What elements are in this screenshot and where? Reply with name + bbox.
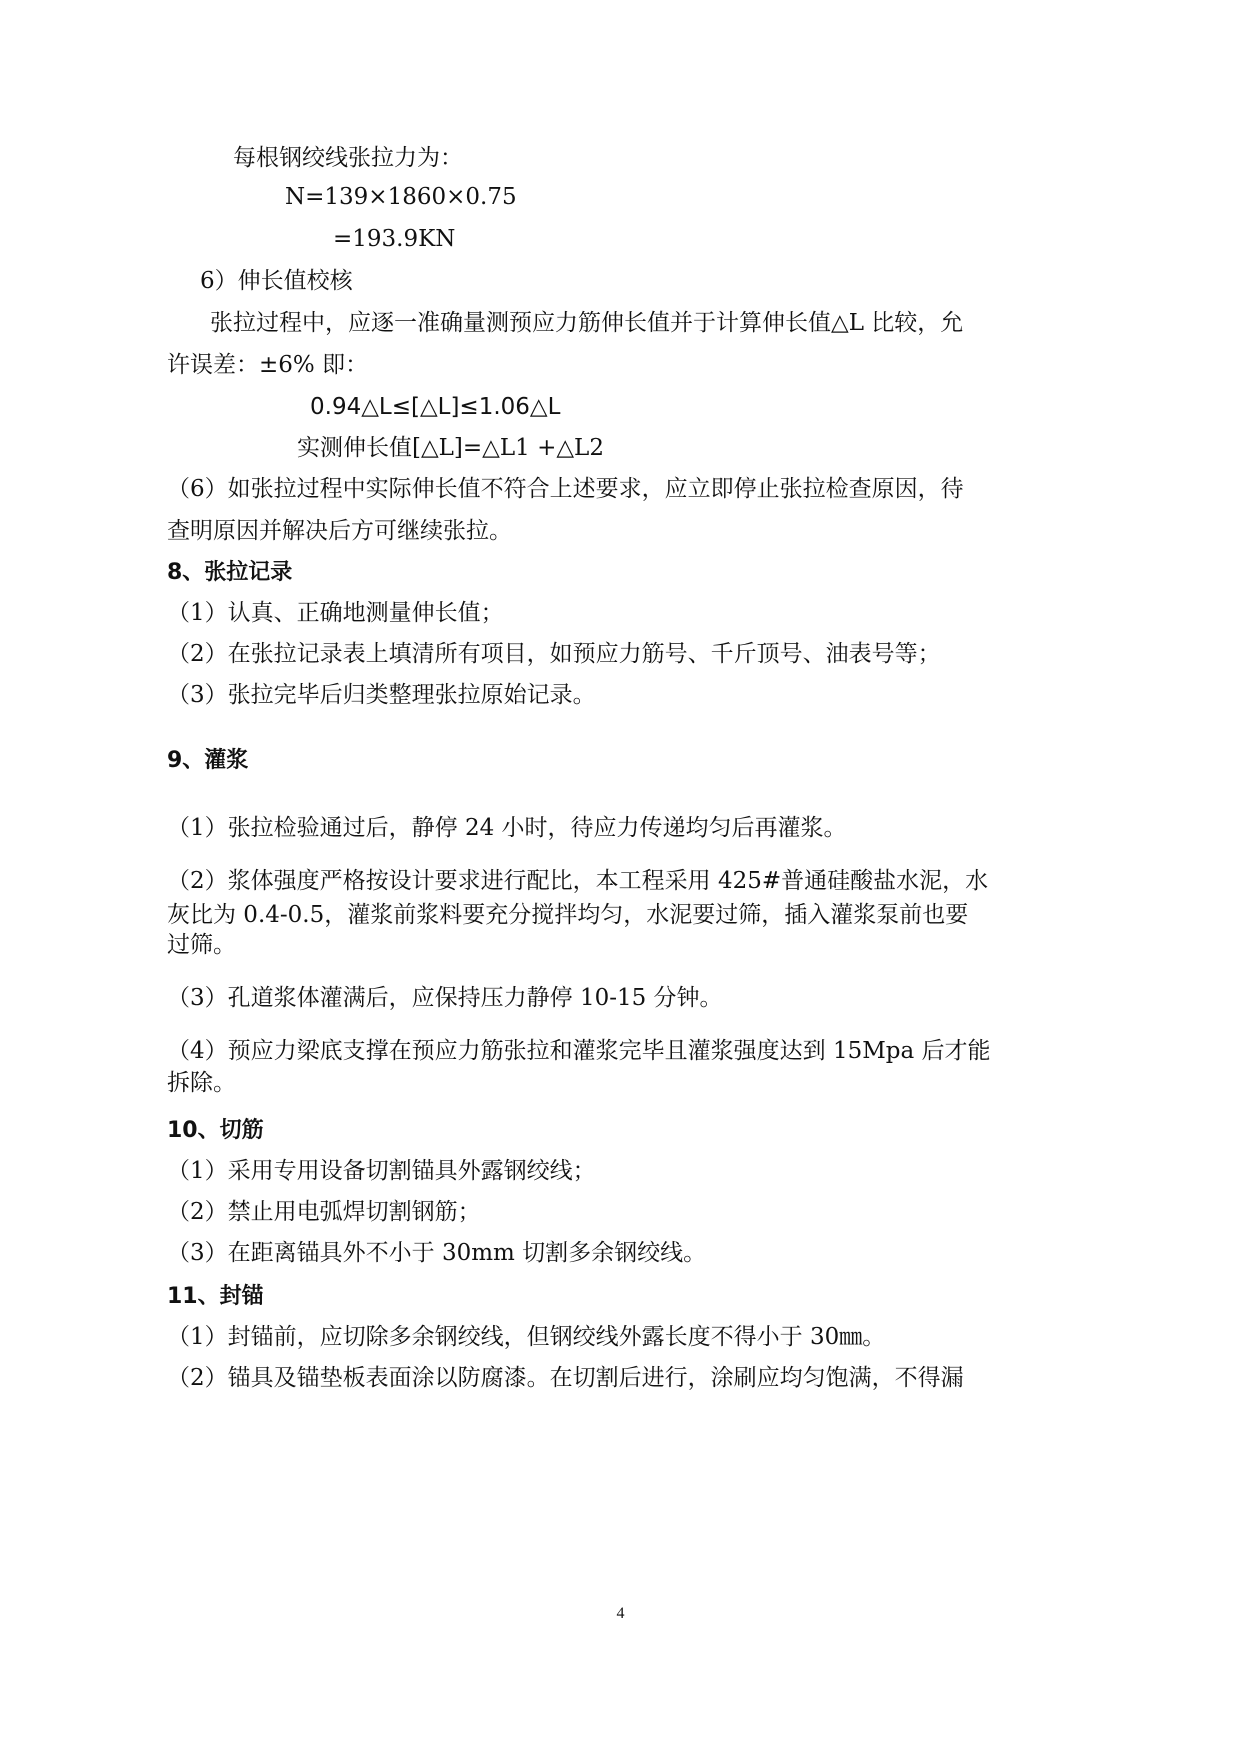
text-line: 6）伸长值校核 <box>200 268 353 294</box>
paragraph-line: （6）如张拉过程中实际伸长值不符合上述要求，应立即停止张拉检查原因，待 <box>167 476 964 502</box>
paragraph-line: 许误差：±6% 即： <box>167 352 369 378</box>
paragraph-line: 过筛。 <box>167 932 236 958</box>
formula-line: 0.94△L≤[△L]≤1.06△L <box>310 394 561 420</box>
list-item: （1）采用专用设备切割锚具外露钢绞线； <box>167 1158 596 1184</box>
formula-line: N=139×1860×0.75 <box>285 184 517 210</box>
formula-line: 实测伸长值[△L]=△L1 +△L2 <box>297 435 604 461</box>
list-item: （1）封锚前，应切除多余钢绞线，但钢绞线外露长度不得小于 30㎜。 <box>167 1324 886 1350</box>
text-line: 每根钢绞线张拉力为： <box>233 145 463 171</box>
section-heading: 11、封锚 <box>167 1284 264 1309</box>
list-item: （2）锚具及锚垫板表面涂以防腐漆。在切割后进行，涂刷应均匀饱满，不得漏 <box>167 1365 964 1391</box>
list-item: （3）张拉完毕后归类整理张拉原始记录。 <box>167 682 596 708</box>
paragraph-line: （2）浆体强度严格按设计要求进行配比，本工程采用 425#普通硅酸盐水泥，水 <box>167 868 989 894</box>
paragraph-line: 灰比为 0.4-0.5，灌浆前浆料要充分搅拌均匀，水泥要过筛，插入灌浆泵前也要 <box>167 902 969 928</box>
section-heading: 10、切筋 <box>167 1118 264 1143</box>
paragraph-line: 拆除。 <box>167 1070 236 1096</box>
section-heading: 9、灌浆 <box>167 748 249 773</box>
formula-line: =193.9KN <box>333 226 456 252</box>
list-item: （2）在张拉记录表上填清所有项目，如预应力筋号、千斤顶号、油表号等； <box>167 641 941 667</box>
paragraph-line: 查明原因并解决后方可继续张拉。 <box>167 518 512 544</box>
paragraph-line: 张拉过程中，应逐一准确量测预应力筋伸长值并于计算伸长值△L 比较，允 <box>210 310 964 336</box>
paragraph-line: （4）预应力梁底支撑在预应力筋张拉和灌浆完毕且灌浆强度达到 15Mpa 后才能 <box>167 1038 991 1064</box>
list-item: （1）认真、正确地测量伸长值； <box>167 600 504 626</box>
list-item: （1）张拉检验通过后，静停 24 小时，待应力传递均匀后再灌浆。 <box>167 815 847 841</box>
list-item: （3）在距离锚具外不小于 30mm 切割多余钢绞线。 <box>167 1240 707 1266</box>
list-item: （2）禁止用电弧焊切割钢筋； <box>167 1199 481 1225</box>
section-heading: 8、张拉记录 <box>167 560 293 585</box>
page-number: 4 <box>616 1605 625 1622</box>
list-item: （3）孔道浆体灌满后，应保持压力静停 10-15 分钟。 <box>167 985 723 1011</box>
